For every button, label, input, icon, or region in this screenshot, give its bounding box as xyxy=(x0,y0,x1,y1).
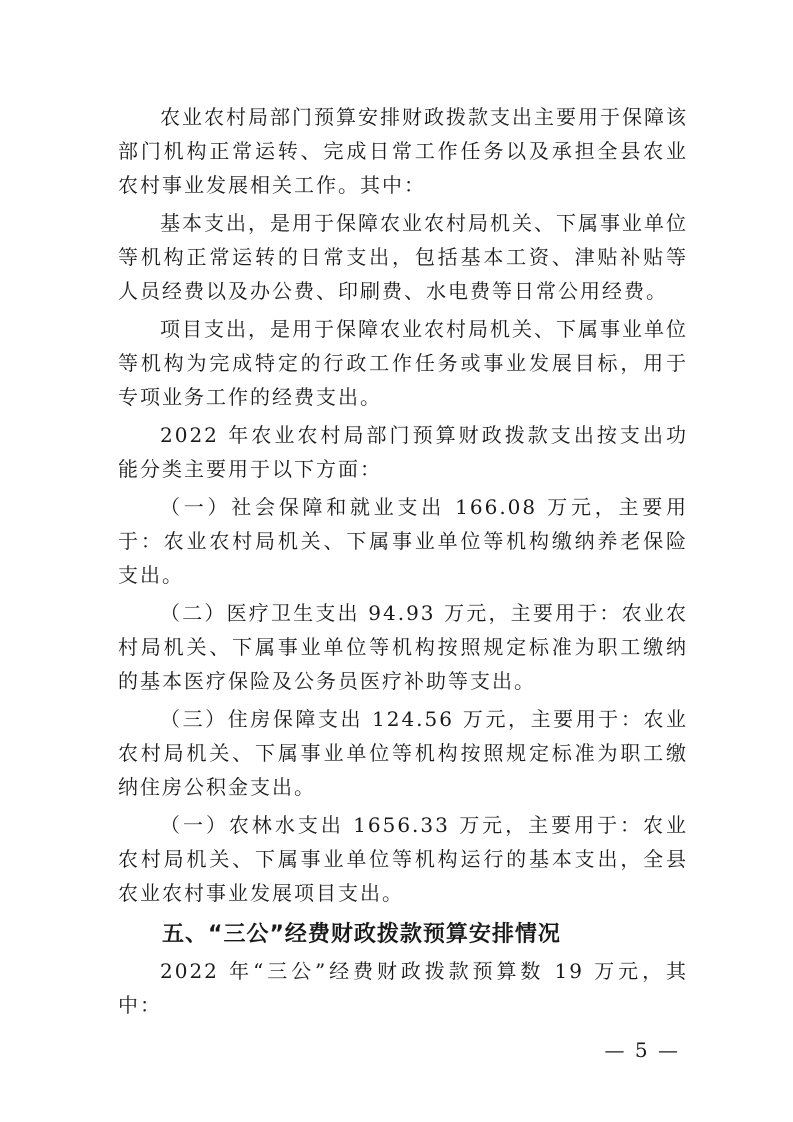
page-number: — 5 — xyxy=(604,1038,680,1062)
paragraph-basic-expenditure: 基本支出，是用于保障农业农村局机关、下属事业单位等机构正常运转的日常支出，包括基本工资、津贴补贴等人员经费以及办公费、印刷费、水电费等日常公用经费。 xyxy=(118,211,688,303)
paragraph-project-expenditure: 项目支出，是用于保障农业农村局机关、下属事业单位等机构为完成特定的行政工作任务或事业发展目标，用于专项业务工作的经费支出。 xyxy=(118,317,688,409)
document-body xyxy=(118,100,688,1022)
paragraph-functional-classification: 2022 年农业农村局部门预算财政拨款支出按支出功能分类主要用于以下方面： xyxy=(118,423,688,481)
paragraph-housing: （三）住房保障支出 124.56 万元，主要用于：农业农村局机关、下属事业单位等机构按照规定标准为职工缴纳住房公积金支出。 xyxy=(118,707,688,799)
paragraph-agriculture: （一）农林水支出 1656.33 万元，主要用于：农业农村局机关、下属事业单位等机构运行的基本支出，全县农业农村事业发展项目支出。 xyxy=(118,813,688,905)
paragraph-healthcare: （二）医疗卫生支出 94.93 万元，主要用于：农业农村局机关、下属事业单位等机构按照规定标准为职工缴纳的基本医疗保险及公务员医疗补助等支出。 xyxy=(118,601,688,693)
paragraph-three-public-budget: 2022 年“三公”经费财政拨款预算数 19 万元，其中： xyxy=(118,959,688,1017)
paragraph-social-security: （一）社会保障和就业支出 166.08 万元，主要用于：农业农村局机关、下属事业单位等机构缴纳养老保险支出。 xyxy=(118,495,688,587)
section-heading: 五、“三公”经费财政拨款预算安排情况 xyxy=(162,922,561,947)
paragraph-budget-overview: 农业农村局部门预算安排财政拨款支出主要用于保障该部门机构正常运转、完成日常工作任务以及承担全县农业农村事业发展相关工作。其中： xyxy=(118,105,688,197)
